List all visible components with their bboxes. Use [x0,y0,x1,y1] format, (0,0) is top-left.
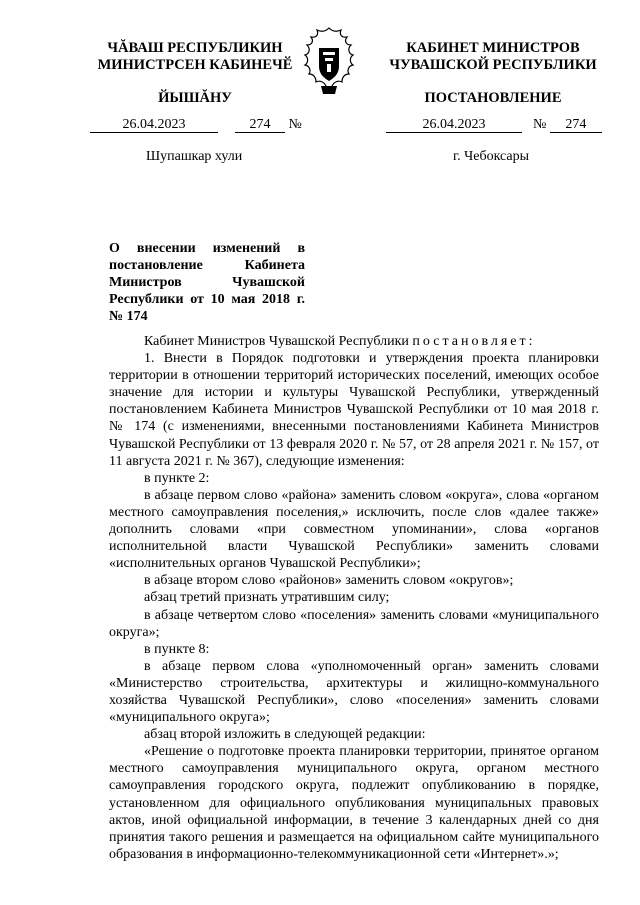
body-paragraph: абзац второй изложить в следующей редакции: [144,727,426,743]
intro-text: Кабинет Министров Чувашской Республики [144,334,413,349]
left-number-sign: № [288,117,302,132]
body-paragraph: в абзаце втором слово «районов» заменить словом «округов»; [144,573,514,589]
city-right: г. Чебоксары [453,149,530,164]
body-paragraph: абзац третий признать утратившим силу; [144,590,390,606]
right-date-line [386,117,602,133]
body-paragraph: в пункте 2: [144,470,210,486]
header-right-line2: ЧУВАШСКОЙ РЕСПУБЛИКИ [389,57,597,73]
body-paragraph: 1. Внести в Порядок подготовки и утверждения проекта планировки территории в отношении территорий исторических поселений, имеющих особое значение для истории и культуры Чувашской Республики, утвержденный постановлением Кабинета Министров Чувашской Республики от 10 мая 2018 г. № 174 (с изменениями, внесенными постановлениями Кабинета Министров Чувашской Республики от 13 февраля 2020 г. № 57, от 28 апреля 2021 г. № 157, от 11 августа 2021 г. № 367), следующие изменения: [109,351,599,469]
left-date-line [90,117,302,133]
header-right [378,40,608,74]
left-number: 274 [235,117,285,133]
right-date: 26.04.2023 [386,117,522,133]
header-left-line2: МИНИСТРСЕН КАБИНЕЧӖ [97,57,293,73]
intro-decree-word: постановляет: [412,334,536,349]
body-paragraph: в пункте 8: [144,641,210,657]
city-left: Шупашкар хули [146,149,243,164]
header-right-kind: ПОСТАНОВЛЕНИЕ [424,90,562,106]
header-left-line1: ЧĂВАШ РЕСПУБЛИКИН [107,40,283,56]
body-paragraph: «Решение о подготовке проекта планировки территории, принятое органом местного самоуправления муниципального округа, органом местного самоуправления городского округа, подлежит опубликованию в порядке, установленном для официального опубликования муниципальных правовых актов, иной официальной информации, в течение 3 календарных дней со дня принятия такого решения и размещается на официальном сайте муниципального образования в информационно-телекоммуникационной сети «Интернет».»; [109,744,599,862]
header-left [70,40,320,74]
header-right-line1: КАБИНЕТ МИНИСТРОВ [406,40,580,56]
header-left-kind: ЙЫШĂНУ [158,90,232,106]
body-paragraph: в абзаце первом слова «уполномоченный орган» заменить словами «Министерство строительства, архитектуры и жилищно-коммунального хозяйства Чувашской Республики», слово «поселения» заменить словами «муниципального округа»; [109,658,599,726]
body-paragraph: в абзаце четвертом слово «поселения» заменить словами «муниципального округа»; [109,607,599,640]
body-paragraph: в абзаце первом слово «района» заменить словом «округа», слова «органом местного самоуправления поселения,» исключить, после слов «далее также» дополнить словами «при совместном упоминании», слова «органов исполнительной власти Чувашской Республики» заменить словами «исполнительных органов Чувашской Республики»; [109,487,599,572]
left-date: 26.04.2023 [90,117,218,133]
body-intro [109,333,599,350]
document-body [109,333,599,863]
document-subject: О внесении изменений в постановление Кабинета Министров Чувашской Республики от 10 мая 2018 г. № 174 [109,241,305,324]
right-number-sign: № [533,117,547,132]
right-number: 274 [550,117,602,133]
coat-of-arms-icon [299,24,359,100]
